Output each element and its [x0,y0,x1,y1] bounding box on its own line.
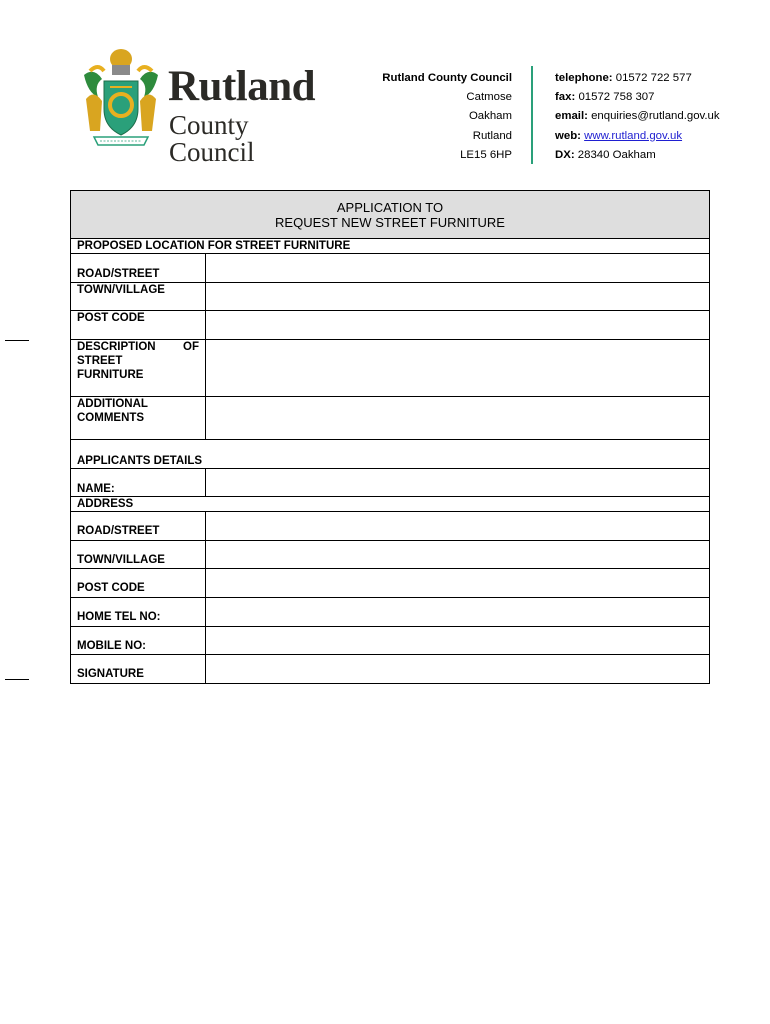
contact-telephone [555,69,720,88]
post-code-field[interactable] [206,311,709,339]
header-divider [531,66,533,164]
description-label [71,340,206,396]
email-label: email: [555,110,588,123]
council-address [382,69,512,165]
description-word-2: OF [183,341,199,353]
additional-comments-label [71,397,206,439]
additional-comments-line-2: COMMENTS [77,412,145,424]
margin-mark [5,679,29,680]
row-home-tel [71,598,709,627]
logo-wordmark-county-council: County Council [169,110,255,167]
town-village-label: TOWN/VILLAGE [71,283,206,310]
row-description [71,340,709,397]
row-signature [71,655,709,683]
address-postcode: LE15 6HP [460,148,512,161]
row-road-street [71,254,709,283]
row-mobile [71,627,709,655]
margin-mark [5,340,29,341]
row-applicant-road-street [71,512,709,541]
applicant-town-village-field[interactable] [206,541,709,568]
address-line-name: Rutland County Council [382,72,512,84]
row-applicant-post-code [71,569,709,598]
row-name [71,469,709,497]
fax-label: fax: [555,91,576,104]
row-additional-comments [71,397,709,440]
council-logo [80,45,330,167]
dx-label: DX: [555,148,575,161]
address-line-2: Oakham [468,110,512,123]
applicant-town-village-label: TOWN/VILLAGE [71,541,206,568]
email-value: enquiries@rutland.gov.uk [591,110,720,123]
signature-label: SIGNATURE [71,655,206,683]
logo-wordmark-rutland: Rutland [168,63,316,110]
contact-dx [555,146,720,165]
name-field[interactable] [206,469,709,496]
mobile-field[interactable] [206,627,709,654]
address-line-1: Catmose [466,91,512,104]
row-applicant-town-village [71,541,709,569]
web-label: web: [555,129,581,142]
applicant-post-code-field[interactable] [206,569,709,597]
applicant-post-code-label: POST CODE [71,569,206,597]
description-word-1: DESCRIPTION [77,341,156,353]
road-street-label: ROAD/STREET [71,254,206,282]
description-label-line-1 [77,340,199,354]
telephone-label: telephone: [555,72,613,84]
applicant-road-street-label: ROAD/STREET [71,512,206,540]
fax-value: 01572 758 307 [578,91,655,104]
website-link[interactable]: www.rutland.gov.uk [584,129,683,142]
section-applicants-details: APPLICANTS DETAILS [71,440,709,469]
street-furniture-application-form [70,190,710,684]
additional-comments-field[interactable] [206,397,709,439]
coat-of-arms-icon [80,45,162,153]
form-title-line-2: REQUEST NEW STREET FURNITURE [275,215,505,230]
home-tel-field[interactable] [206,598,709,626]
town-village-field[interactable] [206,283,709,310]
row-post-code [71,311,709,340]
council-contact [555,69,720,165]
telephone-value: 01572 722 577 [615,72,692,84]
contact-email [555,107,720,126]
post-code-label: POST CODE [71,311,206,339]
signature-field[interactable] [206,655,709,683]
address-line-3: Rutland [472,129,512,142]
contact-fax [555,88,720,107]
description-label-line-2: STREET [77,355,123,367]
description-label-line-3: FURNITURE [77,369,144,381]
additional-comments-line-1: ADDITIONAL [77,398,148,410]
contact-web [555,127,720,146]
name-label: NAME: [71,469,206,496]
home-tel-label: HOME TEL NO: [71,598,206,626]
section-proposed-location: PROPOSED LOCATION FOR STREET FURNITURE [71,239,709,254]
road-street-field[interactable] [206,254,709,282]
applicant-road-street-field[interactable] [206,512,709,540]
form-title-line-1: APPLICATION TO [336,200,444,215]
mobile-label: MOBILE NO: [71,627,206,654]
address-heading: ADDRESS [71,497,709,512]
row-town-village [71,283,709,311]
description-field[interactable] [206,340,709,396]
form-title [71,191,709,239]
dx-value: 28340 Oakham [577,148,656,161]
